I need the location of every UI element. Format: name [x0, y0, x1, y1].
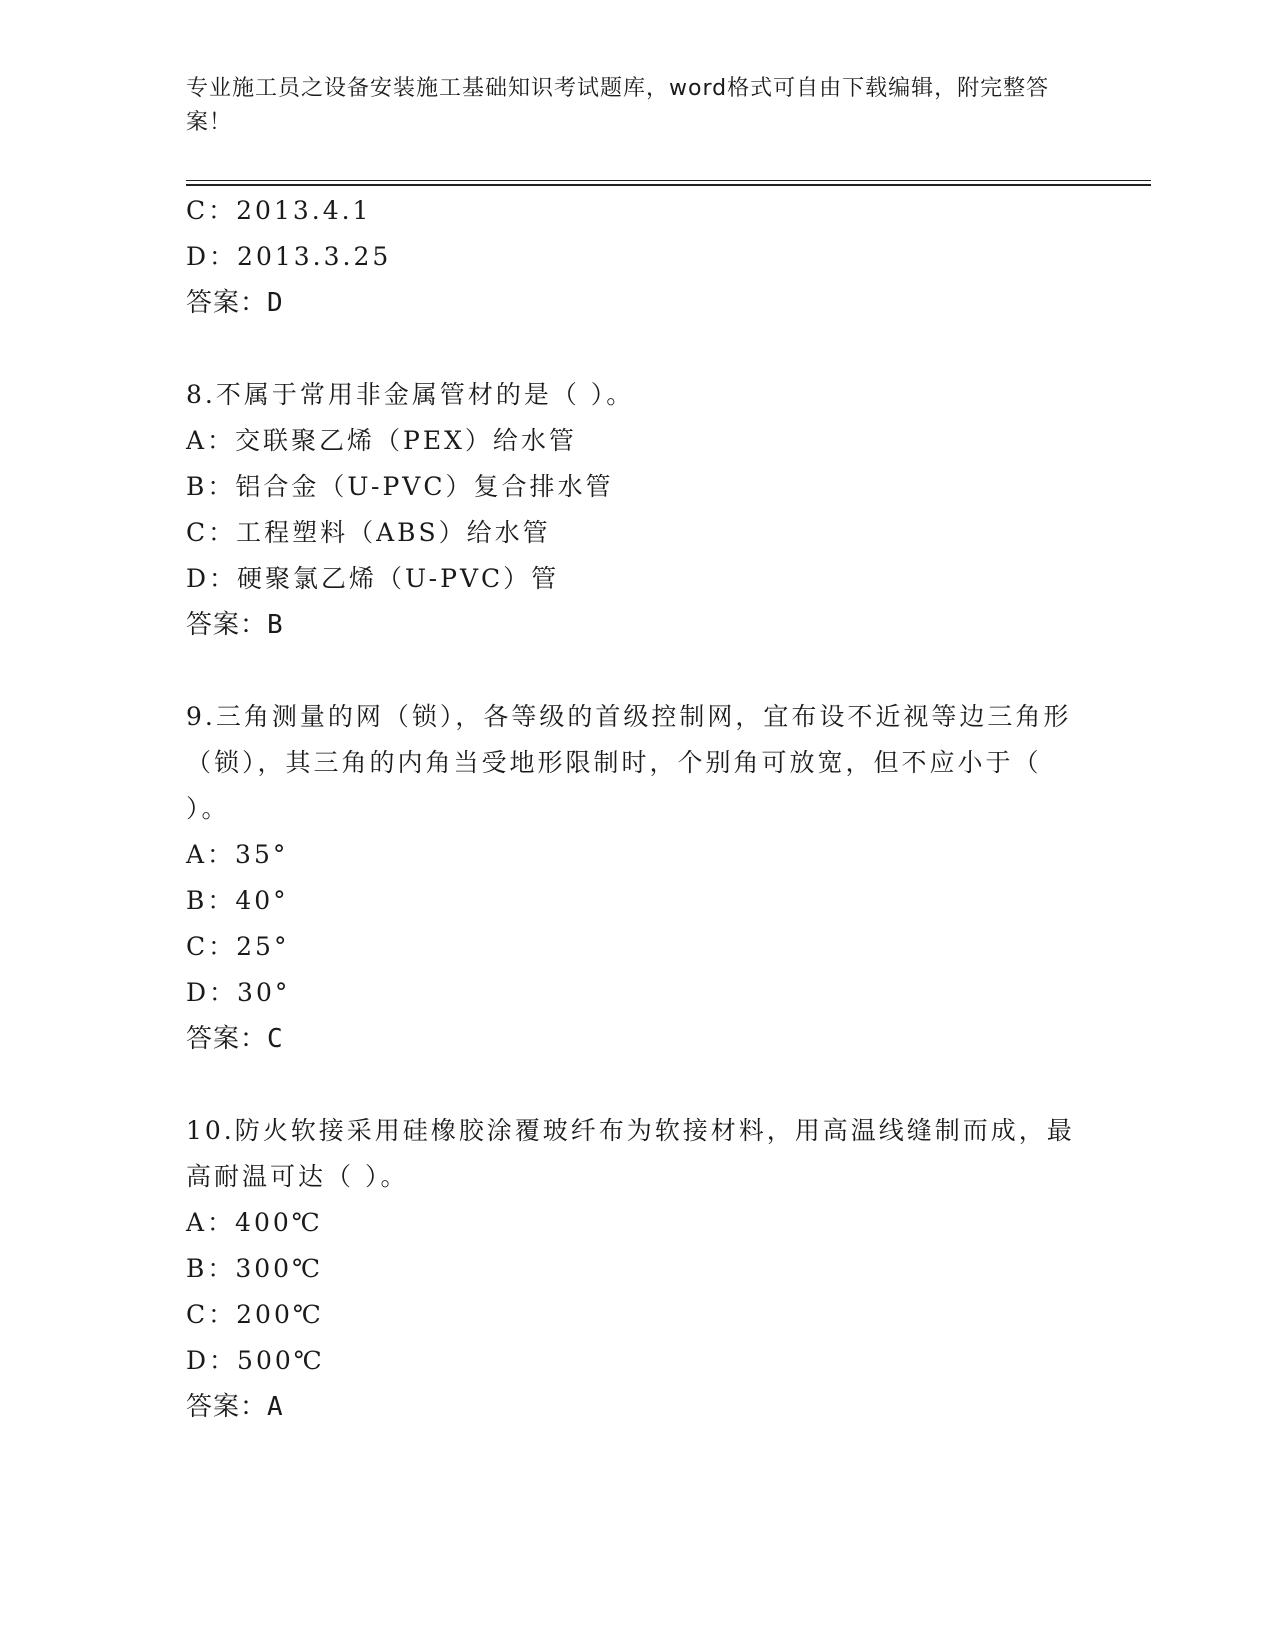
option-c: C：2013.4.1 — [186, 196, 372, 225]
option-d: D：500℃ — [186, 1346, 325, 1375]
option-d: D：硬聚氯乙烯（U-PVC）管 — [186, 564, 560, 593]
answer-line: 答案：D — [186, 288, 284, 318]
question-text: 8.不属于常用非金属管材的是（ ）。 — [186, 380, 635, 409]
option-a: A：400℃ — [186, 1208, 323, 1237]
question-text: 9.三角测量的网（锁），各等级的首级控制网，宜布设不近视等边三角形（锁），其三角的内角当受地形限制时，个别角可放宽，但不应小于（ ）。 — [186, 702, 1072, 823]
previous-question-tail — [186, 188, 1086, 326]
question-list — [186, 188, 1086, 1476]
answer-line: 答案：C — [186, 1024, 284, 1054]
option-d: D：2013.3.25 — [186, 242, 392, 271]
option-b: B：铝合金（U-PVC）复合排水管 — [186, 472, 614, 501]
option-b: B：40° — [186, 886, 289, 915]
header-rule-thick — [186, 184, 1151, 186]
document-header: 专业施工员之设备安装施工基础知识考试题库，word格式可自由下载编辑，附完整答案！ — [186, 76, 1050, 135]
option-c: C：25° — [186, 932, 290, 961]
question-text: 10.防火软接采用硅橡胶涂覆玻纤布为软接材料，用高温线缝制而成，最高耐温可达（ ）。 — [186, 1116, 1075, 1191]
answer-line: 答案：A — [186, 1392, 284, 1422]
header-rule-thin — [186, 180, 1151, 181]
option-a: A：交联聚乙烯（PEX）给水管 — [186, 426, 577, 455]
question-9 — [186, 694, 1086, 1062]
question-8 — [186, 372, 1086, 648]
option-d: D：30° — [186, 978, 291, 1007]
question-10 — [186, 1108, 1086, 1430]
answer-line: 答案：B — [186, 610, 284, 640]
option-c: C：200℃ — [186, 1300, 324, 1329]
option-b: B：300℃ — [186, 1254, 324, 1283]
option-c: C：工程塑料（ABS）给水管 — [186, 518, 551, 547]
option-a: A：35° — [186, 840, 289, 869]
